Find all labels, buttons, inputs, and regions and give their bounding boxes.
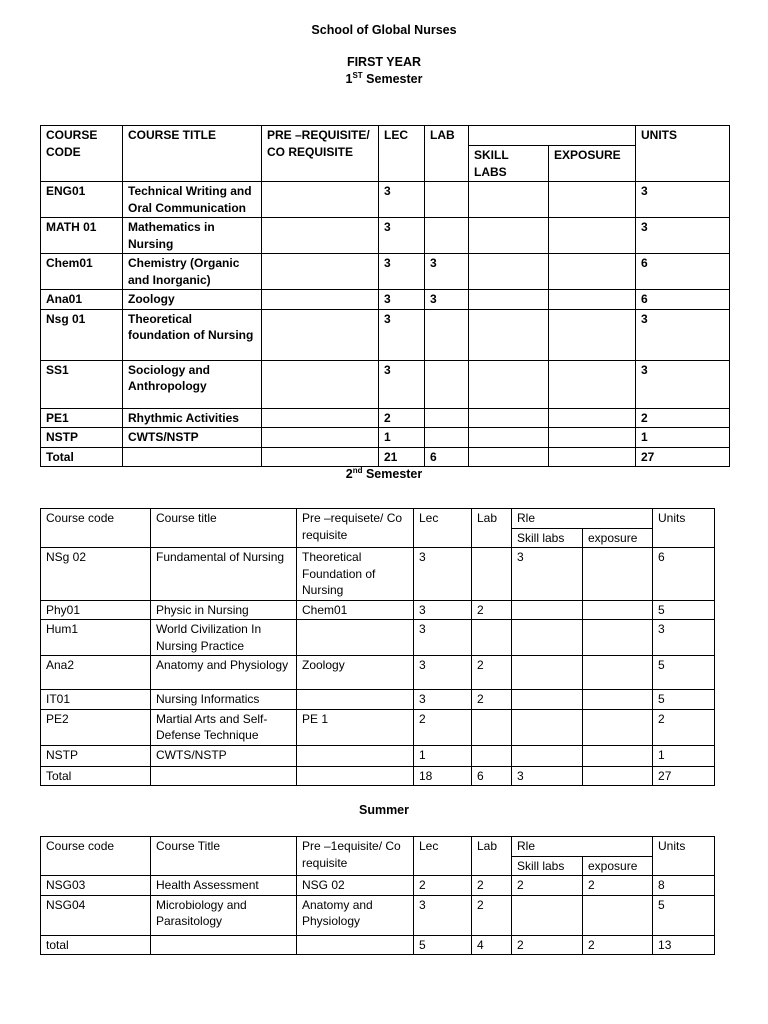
- header-lab: Lab: [472, 837, 512, 876]
- total-row: Total 18 6 3 27: [41, 766, 715, 786]
- header-course-code: Course code: [41, 509, 151, 548]
- header-course-code: Course code: [41, 837, 151, 876]
- header-skill-labs: SKILL LABS: [469, 146, 549, 182]
- table-row: NSG04 Microbiology and Parasitology Anatomy and Physiology 3 2 5: [41, 895, 715, 935]
- table-row: MATH 01 Mathematics in Nursing 3 3: [41, 218, 730, 254]
- table-row: Ana2 Anatomy and Physiology Zoology 3 2 5: [41, 656, 715, 690]
- semester-2-suffix: nd: [352, 465, 363, 475]
- total-row: Total 21 6 27: [41, 447, 730, 467]
- header-units: UNITS: [636, 126, 730, 182]
- header-units: Units: [653, 509, 715, 548]
- header-lab: LAB: [425, 126, 469, 182]
- header-skill-labs: Skill labs: [512, 856, 583, 876]
- school-name: School of Global Nurses: [311, 23, 457, 37]
- semester-1-number: 1: [345, 72, 353, 86]
- table-row: NSTP CWTS/NSTP 1 1: [41, 428, 730, 448]
- table-row: IT01 Nursing Informatics 3 2 5: [41, 690, 715, 710]
- semester-1-word: Semester: [362, 72, 423, 86]
- header-lec: Lec: [414, 509, 472, 548]
- header-exposure: exposure: [583, 528, 653, 548]
- table-row: Phy01 Physic in Nursing Chem01 3 2 5: [41, 600, 715, 620]
- semester-2-heading: [0, 467, 768, 481]
- second-semester-table: [40, 508, 715, 786]
- header-course-title: Course Title: [151, 837, 297, 876]
- table-row: ENG01 Technical Writing and Oral Communication 3 3: [41, 182, 730, 218]
- year-heading: FIRST YEAR: [346, 55, 422, 69]
- table-row: Nsg 01 Theoretical foundation of Nursing 3 3: [41, 309, 730, 360]
- summer-heading: Summer: [358, 803, 410, 817]
- header-units: Units: [653, 837, 715, 876]
- table-row: PE2 Martial Arts and Self-Defense Technique PE 1 2 2: [41, 709, 715, 745]
- table-row: NSg 02 Fundamental of Nursing Theoretical Foundation of Nursing 3 3 6: [41, 548, 715, 601]
- semester-2-number: 2: [345, 467, 353, 481]
- header-rle: [469, 126, 636, 146]
- header-lec: Lec: [414, 837, 472, 876]
- header-lab: Lab: [472, 509, 512, 548]
- table-row: NSG03 Health Assessment NSG 02 2 2 2 2 8: [41, 876, 715, 896]
- table-row: Chem01 Chemistry (Organic and Inorganic) 3 3 6: [41, 254, 730, 290]
- header-exposure: exposure: [583, 856, 653, 876]
- header-skill-labs: Skill labs: [512, 528, 583, 548]
- semester-2-word: Semester: [362, 467, 423, 481]
- semester-1-heading: [0, 72, 768, 86]
- table-row: Ana01 Zoology 3 3 6: [41, 290, 730, 310]
- table-row: PE1 Rhythmic Activities 2 2: [41, 408, 730, 428]
- header-course-code: COURSE CODE: [41, 126, 123, 182]
- header-prerequisite: PRE –REQUISITE/ CO REQUISITE: [262, 126, 379, 182]
- header-rle: Rle: [512, 837, 653, 857]
- semester-1-suffix: ST: [352, 70, 363, 80]
- table-row: SS1 Sociology and Anthropology 3 3: [41, 360, 730, 408]
- summer-table: [40, 836, 715, 955]
- header-course-title: Course title: [151, 509, 297, 548]
- header-prerequisite: Pre –1equisite/ Co requisite: [297, 837, 414, 876]
- header-prerequisite: Pre –requisete/ Co requisite: [297, 509, 414, 548]
- table-row: Hum1 World Civilization In Nursing Practice 3 3: [41, 620, 715, 656]
- table-row: NSTP CWTS/NSTP 1 1: [41, 745, 715, 766]
- header-lec: LEC: [379, 126, 425, 182]
- header-exposure: EXPOSURE: [549, 146, 636, 182]
- header-rle: Rle: [512, 509, 653, 529]
- total-row: total 5 4 2 2 13: [41, 935, 715, 955]
- first-semester-table: [40, 125, 730, 467]
- header-course-title: COURSE TITLE: [123, 126, 262, 182]
